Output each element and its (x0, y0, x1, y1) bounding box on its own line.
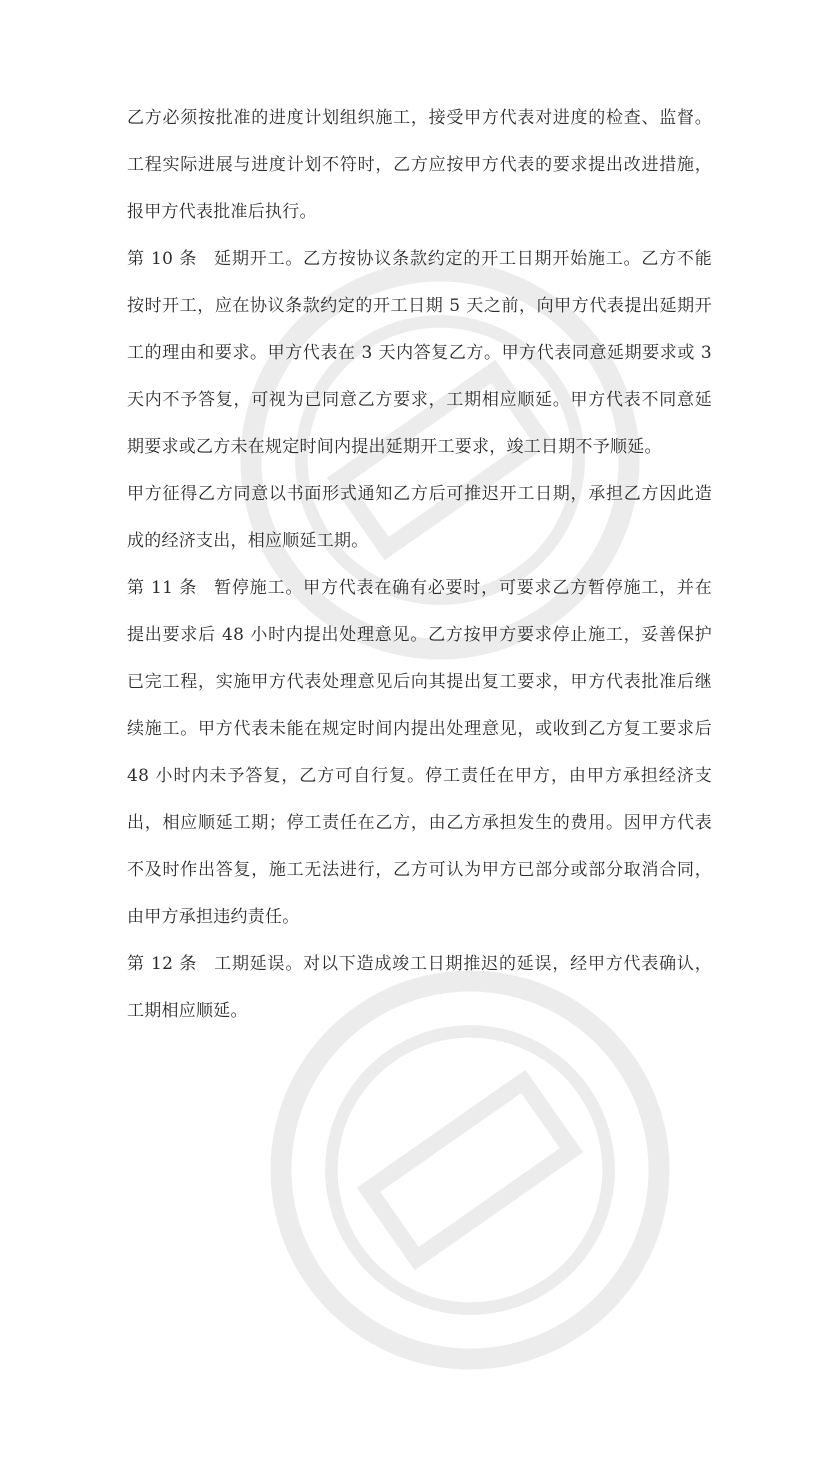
article-number: 第 10 条 (127, 249, 198, 269)
paragraph-postpone-start (127, 471, 712, 565)
paragraph-text: 延期开工。乙方按协议条款约定的开工日期开始施工。乙方不能按时开工，应在协议条款约定的开工日期 5 天之前，向甲方代表提出延期开工的理由和要求。甲方代表在 3 天内答复乙方。甲方代表同意延期要求或 3 天内不予答复，可视为已同意乙方要求，工期相应顺延。甲方代表不同意延期要求或乙方未在规定时间内提出延期开工要求，竣工日期不予顺延。 (127, 249, 712, 457)
paragraph-schedule-compliance (127, 95, 712, 236)
paragraph-text: 乙方必须按批准的进度计划组织施工，接受甲方代表对进度的检查、监督。工程实际进展与进度计划不符时，乙方应按甲方代表的要求提出改进措施，报甲方代表批准后执行。 (127, 108, 712, 222)
article-number: 第 12 条 (127, 954, 198, 974)
article-number: 第 11 条 (127, 578, 198, 598)
paragraph-article-12 (127, 941, 712, 1035)
paragraph-text: 甲方征得乙方同意以书面形式通知乙方后可推迟开工日期，承担乙方因此造成的经济支出，相应顺延工期。 (127, 484, 712, 551)
paragraph-text: 暂停施工。甲方代表在确有必要时，可要求乙方暂停施工，并在提出要求后 48 小时内提出处理意见。乙方按甲方要求停止施工，妥善保护已完工程，实施甲方代表处理意见后向其提出复工要求，甲方代表批准后继续施工。甲方代表未能在规定时间内提出处理意见，或收到乙方复工要求后 48 小时内未予答复，乙方可自行复。停工责任在甲方，由甲方承担经济支出，相应顺延工期；停工责任在乙方，由乙方承担发生的费用。因甲方代表不及时作出答复，施工无法进行，乙方可认为甲方已部分或部分取消合同，由甲方承担违约责任。 (127, 578, 712, 927)
paragraph-article-11 (127, 565, 712, 941)
paragraph-text: 工期延误。对以下造成竣工日期推迟的延误，经甲方代表确认，工期相应顺延。 (127, 954, 712, 1021)
document-body (127, 95, 712, 1035)
paragraph-article-10 (127, 236, 712, 471)
